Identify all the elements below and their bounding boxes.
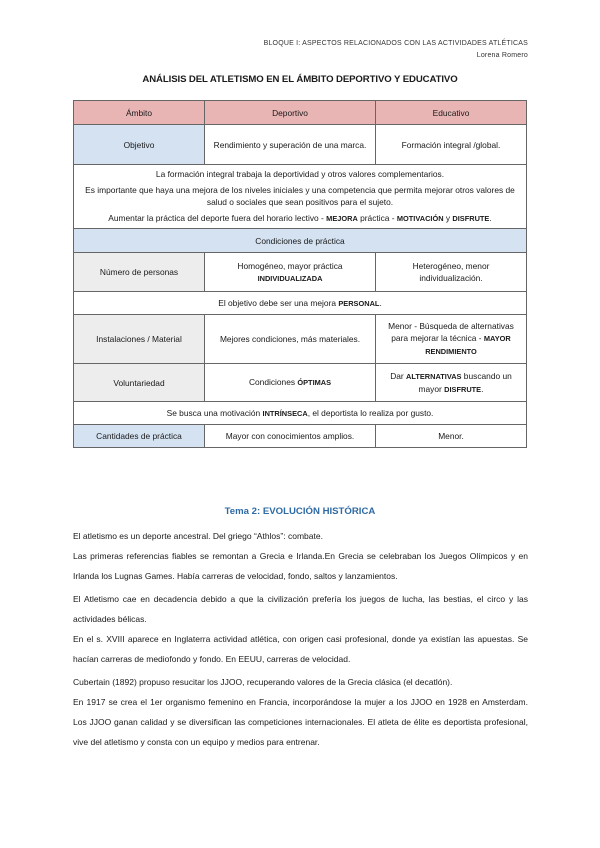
paragraph: En 1917 se crea el 1er organismo femenino en Francia, incorporándose la mujer a los JJOO en 1928 en Amsterdam. Los JJOO ganan calidad y se diversifican las competiciones internacionales. El atleta de élite es deportista profesional, vive del atletismo y consta con un equipo y medios para entrenar.: [73, 697, 528, 747]
cell-cantidades-educativo: Menor.: [376, 425, 527, 448]
table-header-row: [74, 101, 527, 125]
section-title: Tema 2: EVOLUCIÓN HISTÓRICA: [224, 506, 376, 517]
table-row: [74, 425, 527, 448]
row-label-objetivo: Objetivo: [74, 125, 205, 165]
row-label-voluntariedad: Voluntariedad: [74, 364, 205, 402]
body-text: [73, 526, 528, 752]
header-author: Lorena Romero: [476, 52, 528, 59]
document-title: ANÁLISIS DEL ATLETISMO EN EL ÁMBITO DEPORTIVO Y EDUCATIVO: [142, 74, 458, 85]
cell-numero-deportivo: Homogéneo, mayor práctica INDIVIDUALIZADA: [205, 253, 376, 292]
paragraph: Cubertain (1892) propuso resucitar los JJOO, recuperando valores de la Grecia clásica (el decatlón).: [73, 677, 453, 687]
table-row: [74, 253, 527, 292]
header-ambito: Ámbito: [74, 101, 205, 125]
table-row: [74, 292, 527, 315]
mejora-cell: El objetivo debe ser una mejora PERSONAL.: [74, 292, 527, 315]
table-row: [74, 402, 527, 425]
cell-objetivo-deportivo: Rendimiento y superación de una marca.: [205, 125, 376, 165]
table-row: [74, 364, 527, 402]
cell-voluntariedad-deportivo: Condiciones ÓPTIMAS: [205, 364, 376, 402]
paragraph: El atletismo es un deporte ancestral. Del griego “Athlos”: combate.: [73, 531, 323, 541]
info-paragraph: Aumentar la práctica del deporte fuera del horario lectivo - MEJORA práctica - MOTIVACIÓN y DISFRUTE.: [108, 213, 492, 223]
info-paragraph: La formación integral trabaja la deportividad y otros valores complementarios.: [155, 169, 445, 179]
header-educativo: Educativo: [376, 101, 527, 125]
info-paragraph: Es importante que haya una mejora de los niveles iniciales y una competencia que permita mejorar otros valores de salud o sociales que sean positivos para el sujeto.: [85, 185, 515, 207]
paragraph: Las primeras referencias fiables se remontan a Grecia e Irlanda.En Grecia se celebraban los Juegos Olímpicos y en Irlanda los Lugnas Games. Había carreras de velocidad, fondo, saltos y lanzamientos.: [73, 551, 528, 581]
header-deportivo: Deportivo: [205, 101, 376, 125]
paragraph: En el s. XVIII aparece en Inglaterra actividad atlética, con origen casi profesional, donde ya existían las apuestas. Se hacían carreras de mediofondo y fondo. En EEUU, carreras de velocidad.: [73, 634, 528, 664]
table-row: [74, 315, 527, 364]
info-cell: [74, 165, 527, 229]
table-row: [74, 165, 527, 229]
row-label-instalaciones: Instalaciones / Material: [74, 315, 205, 364]
cell-objetivo-educativo: Formación integral /global.: [376, 125, 527, 165]
comparison-table: [73, 100, 527, 448]
page-header: [264, 38, 528, 62]
cell-voluntariedad-educativo: Dar ALTERNATIVAS buscando un mayor DISFRUTE.: [376, 364, 527, 402]
section-condiciones: Condiciones de práctica: [74, 229, 527, 253]
cell-numero-educativo: Heterogéneo, menor individualización.: [376, 253, 527, 292]
table-row: [74, 229, 527, 253]
row-label-numero: Número de personas: [74, 253, 205, 292]
row-label-cantidades: Cantidades de práctica: [74, 425, 205, 448]
paragraph: El Atletismo cae en decadencia debido a que la civilización prefería los juegos de lucha, las bestias, el circo y las actividades bélicas.: [73, 594, 528, 624]
motivacion-cell: Se busca una motivación INTRÍNSECA, el deportista lo realiza por gusto.: [74, 402, 527, 425]
header-block-title: BLOQUE I: ASPECTOS RELACIONADOS CON LAS ACTIVIDADES ATLÉTICAS: [263, 40, 528, 47]
cell-instalaciones-deportivo: Mejores condiciones, más materiales.: [205, 315, 376, 364]
table-row: [74, 125, 527, 165]
cell-cantidades-deportivo: Mayor con conocimientos amplios.: [205, 425, 376, 448]
cell-instalaciones-educativo: Menor - Búsqueda de alternativas para mejorar la técnica - MAYOR RENDIMIENTO: [376, 315, 527, 364]
